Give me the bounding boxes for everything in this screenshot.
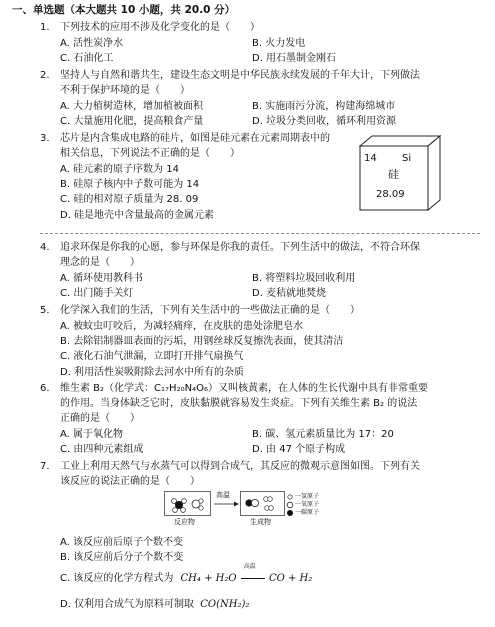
q7-option-b[interactable]: B. 该反应前后分子个数不变 [60, 552, 184, 563]
q4-stem-line2: 理念的是（ ） [60, 257, 140, 268]
q2-option-a[interactable]: A. 大力植树造林，增加植被面积 [60, 101, 204, 112]
q2-option-d[interactable]: D. 垃圾分类回收，循环利用资源 [252, 116, 397, 127]
q5-stem: 化学深入我们的生活，下列有关生活中的一些做法正确的是（ ） [60, 305, 360, 316]
q7-option-c[interactable] [60, 563, 313, 586]
q6-number: 6. [40, 383, 50, 394]
q6-stem-line1: 维生素 B₂（化学式：C₁₇H₂₀N₄O₆）又叫核黄素，在人体的生长代谢中具有非常重要 [60, 383, 428, 394]
q7-option-d-text: D. 仅利用合成气为原料可制取 [60, 599, 195, 610]
q1-option-b[interactable]: B. 火力发电 [252, 38, 306, 49]
q7-option-a[interactable]: A. 该反应前后原子个数不变 [60, 537, 184, 548]
q3-option-b[interactable]: B. 硅原子核内中子数可能为 14 [60, 179, 200, 190]
element-symbol: Si [402, 153, 412, 164]
equation-arrow [240, 563, 266, 586]
legend-hydrogen: 一氢原子 [295, 493, 320, 500]
q1-option-c[interactable]: C. 石油化工 [60, 53, 114, 64]
q5-option-c[interactable]: C. 液化石油气泄漏，立即打开排气扇换气 [60, 351, 244, 362]
q1-option-a[interactable]: A. 活性炭净水 [60, 38, 124, 49]
q4-option-b[interactable]: B. 将塑料垃圾回收利用 [252, 273, 356, 284]
q5-option-d[interactable]: D. 利用活性炭吸附除去河水中所有的杂质 [60, 367, 245, 378]
q3-number: 3. [40, 133, 50, 144]
q5-option-a[interactable]: A. 被蚊虫叮咬后，为减轻痛痒，在皮肤的患处涂肥皂水 [60, 321, 304, 332]
diagram-condition-label: 高温 [216, 491, 230, 499]
q3-option-c[interactable]: C. 硅的相对原子质量为 28. 09 [60, 194, 199, 205]
q2-stem-line2: 不利于保护环境的是（ ） [60, 85, 190, 96]
q3-stem-line2: 相关信息，下列说法不正确的是（ ） [60, 148, 240, 159]
q1-number: 1. [40, 22, 50, 33]
q4-number: 4. [40, 242, 50, 253]
chemical-equation [180, 563, 313, 584]
q6-option-c[interactable]: C. 由四种元素组成 [60, 444, 144, 455]
q2-option-c[interactable]: C. 大量施用化肥，提高粮食产量 [60, 116, 204, 127]
urea-formula: CO(NH₂)₂ [200, 599, 250, 610]
equation-condition: 高温 [243, 563, 256, 570]
section-title: 一、单选题（本大题共 10 小题，共 20.0 分） [12, 4, 236, 16]
reactant-label: 反应物 [174, 518, 195, 526]
q3-stem-line1: 芯片是内含集成电路的硅片，如图是硅元素在元素周期表中的 [60, 133, 330, 144]
element-name: 硅 [388, 168, 399, 181]
legend-oxygen: 一氧原子 [295, 501, 320, 508]
q6-option-d[interactable]: D. 由 47 个原子构成 [252, 444, 346, 455]
silicon-element-tile [358, 134, 442, 212]
element-atomic-mass: 28.09 [376, 189, 405, 200]
reaction-micro-diagram [164, 491, 334, 531]
q7-option-c-text: C. 该反应的化学方程式为 [60, 573, 174, 584]
q2-option-b[interactable]: B. 实施雨污分流，构建海绵城市 [252, 101, 396, 112]
q1-stem: 下列技术的应用不涉及化学变化的是（ ） [60, 22, 260, 33]
q2-number: 2. [40, 70, 50, 81]
q2-stem-line1: 坚持人与自然和谐共生，建设生态文明是中华民族永续发展的千年大计，下列做法 [60, 70, 420, 81]
q4-option-a[interactable]: A. 循环使用教科书 [60, 273, 144, 284]
q5-number: 5. [40, 305, 50, 316]
q7-stem-line2: 该反应的说法正确的是（ ） [60, 476, 200, 487]
q7-stem-line1: 工业上利用天然气与水蒸气可以得到合成气，其反应的微观示意图如图。下列有关 [60, 461, 420, 472]
equation-lhs: CH₄ + H₂O [180, 573, 237, 584]
q7-option-d[interactable] [60, 598, 249, 612]
q6-option-a[interactable]: A. 属于氧化物 [60, 429, 124, 440]
q6-stem-line2: 的作用。当身体缺乏它时，皮肤黏膜就容易发生炎症。下列有关维生素 B₂ 的说法 [60, 398, 418, 409]
q6-option-b[interactable]: B. 碳、氢元素质量比为 17：20 [252, 429, 394, 440]
q6-stem-line3: 正确的是（ ） [60, 413, 140, 424]
q4-stem-line1: 追求环保是你我的心愿，参与环保是你我的责任。下列生活中的做法，不符合环保 [60, 242, 420, 253]
element-atomic-number: 14 [364, 153, 377, 164]
q3-option-d[interactable]: D. 硅是地壳中含量最高的金属元素 [60, 210, 215, 221]
q5-option-b[interactable]: B. 去除铝制器皿表面的污垢，用钢丝球反复擦洗表面，使其清洁 [60, 336, 344, 347]
q7-number: 7. [40, 461, 50, 472]
q3-option-a[interactable]: A. 硅元素的原子序数为 14 [60, 164, 179, 175]
legend-carbon: 一碳原子 [295, 509, 320, 516]
q4-option-c[interactable]: C. 出门随手关灯 [60, 288, 134, 299]
page-break-divider [40, 233, 480, 234]
product-label: 生成物 [250, 518, 271, 526]
q1-option-d[interactable]: D. 用石墨制金刚石 [252, 53, 337, 64]
equation-rhs: CO + H₂ [268, 573, 313, 584]
q4-option-d[interactable]: D. 麦秸就地焚烧 [252, 288, 327, 299]
